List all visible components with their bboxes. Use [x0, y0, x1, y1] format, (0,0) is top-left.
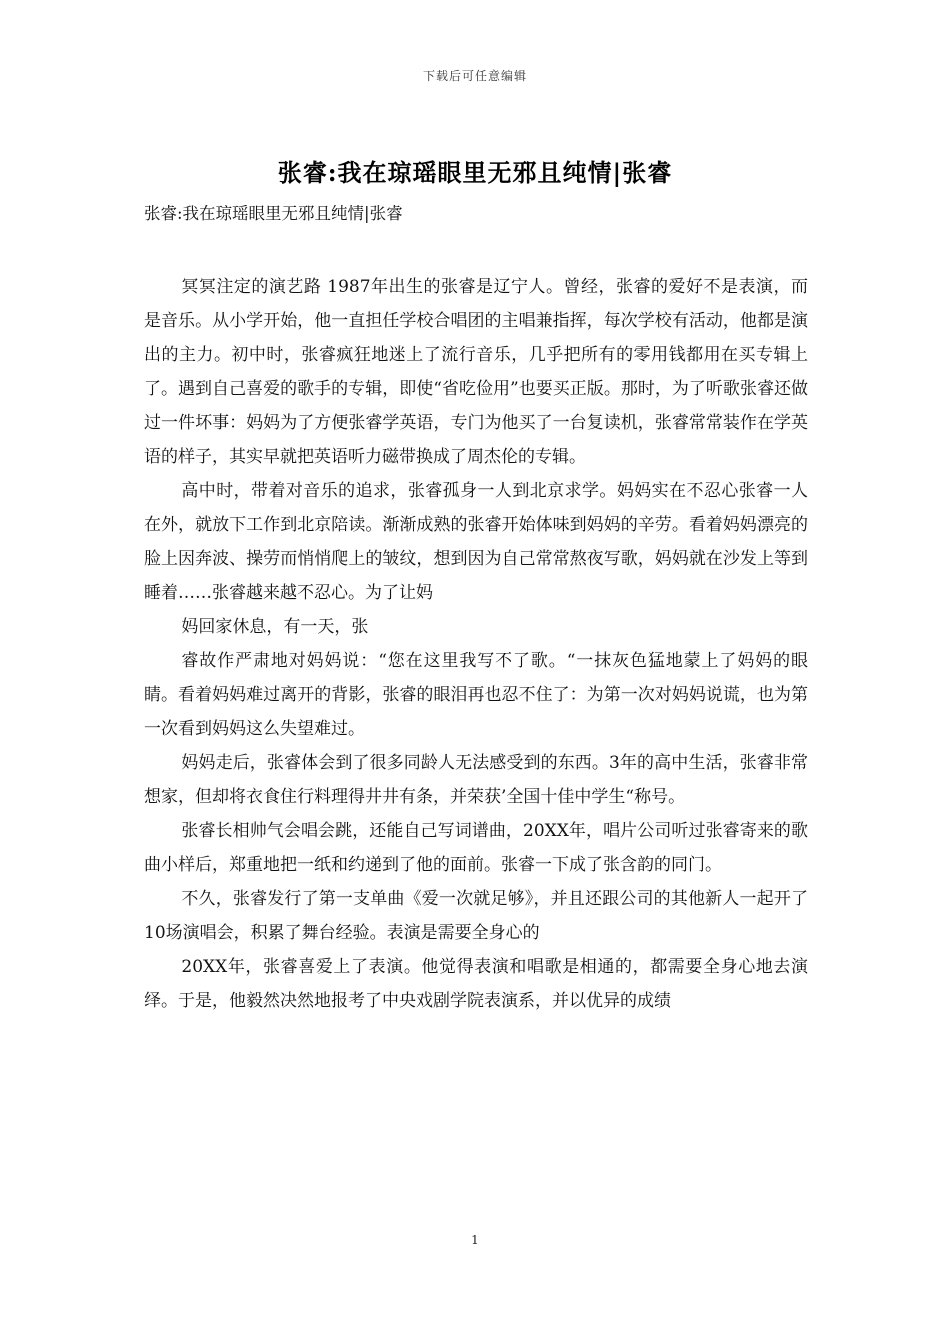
document-title: 张睿:我在琼瑶眼里无邪且纯情|张睿	[277, 158, 673, 187]
paragraph: 妈回家休息，有一天，张	[181, 617, 369, 637]
paragraph: 睿故作严肃地对妈妈说：“您在这里我写不了歌。“一抹灰色猛地蒙上了妈妈的眼睛。看着妈妈难过离开的背影，张睿的眼泪再也忍不住了：为第一次对妈妈说谎，也为第一次看到妈妈这么失望难过。	[144, 651, 808, 739]
paragraph: 冥冥注定的演艺路 1987年出生的张睿是辽宁人。曾经，张睿的爱好不是表演，而是音乐。从小学开始，他一直担任学校合唱团的主唱兼指挥，每次学校有活动，他都是演出的主力。初中时，张睿疯狂地迷上了流行音乐，几乎把所有的零用钱都用在买专辑上了。遇到自己喜爱的歌手的专辑，即使“省吃俭用”也要买正版。那时，为了听歌张睿还做过一件坏事：妈妈为了方便张睿学英语，专门为他买了一台复读机，张睿常常装作在学英语的样子，其实早就把英语听力磁带换成了周杰伦的专辑。	[144, 277, 808, 467]
paragraph: 妈妈走后，张睿体会到了很多同龄人无法感受到的东西。3年的高中生活，张睿非常想家，但却将衣食住行料理得井井有条，并荣获’全国十佳中学生“称号。	[144, 753, 808, 807]
paragraph: 张睿长相帅气会唱会跳，还能自己写词谱曲，20XX年，唱片公司听过张睿寄来的歌曲小样后，郑重地把一纸和约递到了他的面前。张睿一下成了张含韵的同门。	[144, 821, 808, 875]
page-number: 1	[471, 1233, 479, 1247]
header-note: 下载后可任意编辑	[422, 69, 527, 83]
paragraph: 20XX年，张睿喜爱上了表演。他觉得表演和唱歌是相通的，都需要全身心地去演绎。于是，他毅然决然地报考了中央戏剧学院表演系，并以优异的成绩	[144, 957, 808, 1011]
document-subtitle: 张睿:我在琼瑶眼里无邪且纯情|张睿	[144, 204, 403, 223]
paragraph: 不久，张睿发行了第一支单曲《爱一次就足够》，并且还跟公司的其他新人一起开了10场演唱会，积累了舞台经验。表演是需要全身心的	[144, 889, 808, 943]
article-body	[144, 270, 808, 1018]
paragraph: 高中时，带着对音乐的追求，张睿孤身一人到北京求学。妈妈实在不忍心张睿一人在外，就放下工作到北京陪读。渐渐成熟的张睿开始体味到妈妈的辛劳。看着妈妈漂亮的脸上因奔波、操劳而悄悄爬上的皱纹，想到因为自己常常熬夜写歌，妈妈就在沙发上等到睡着……张睿越来越不忍心。为了让妈	[144, 481, 808, 603]
